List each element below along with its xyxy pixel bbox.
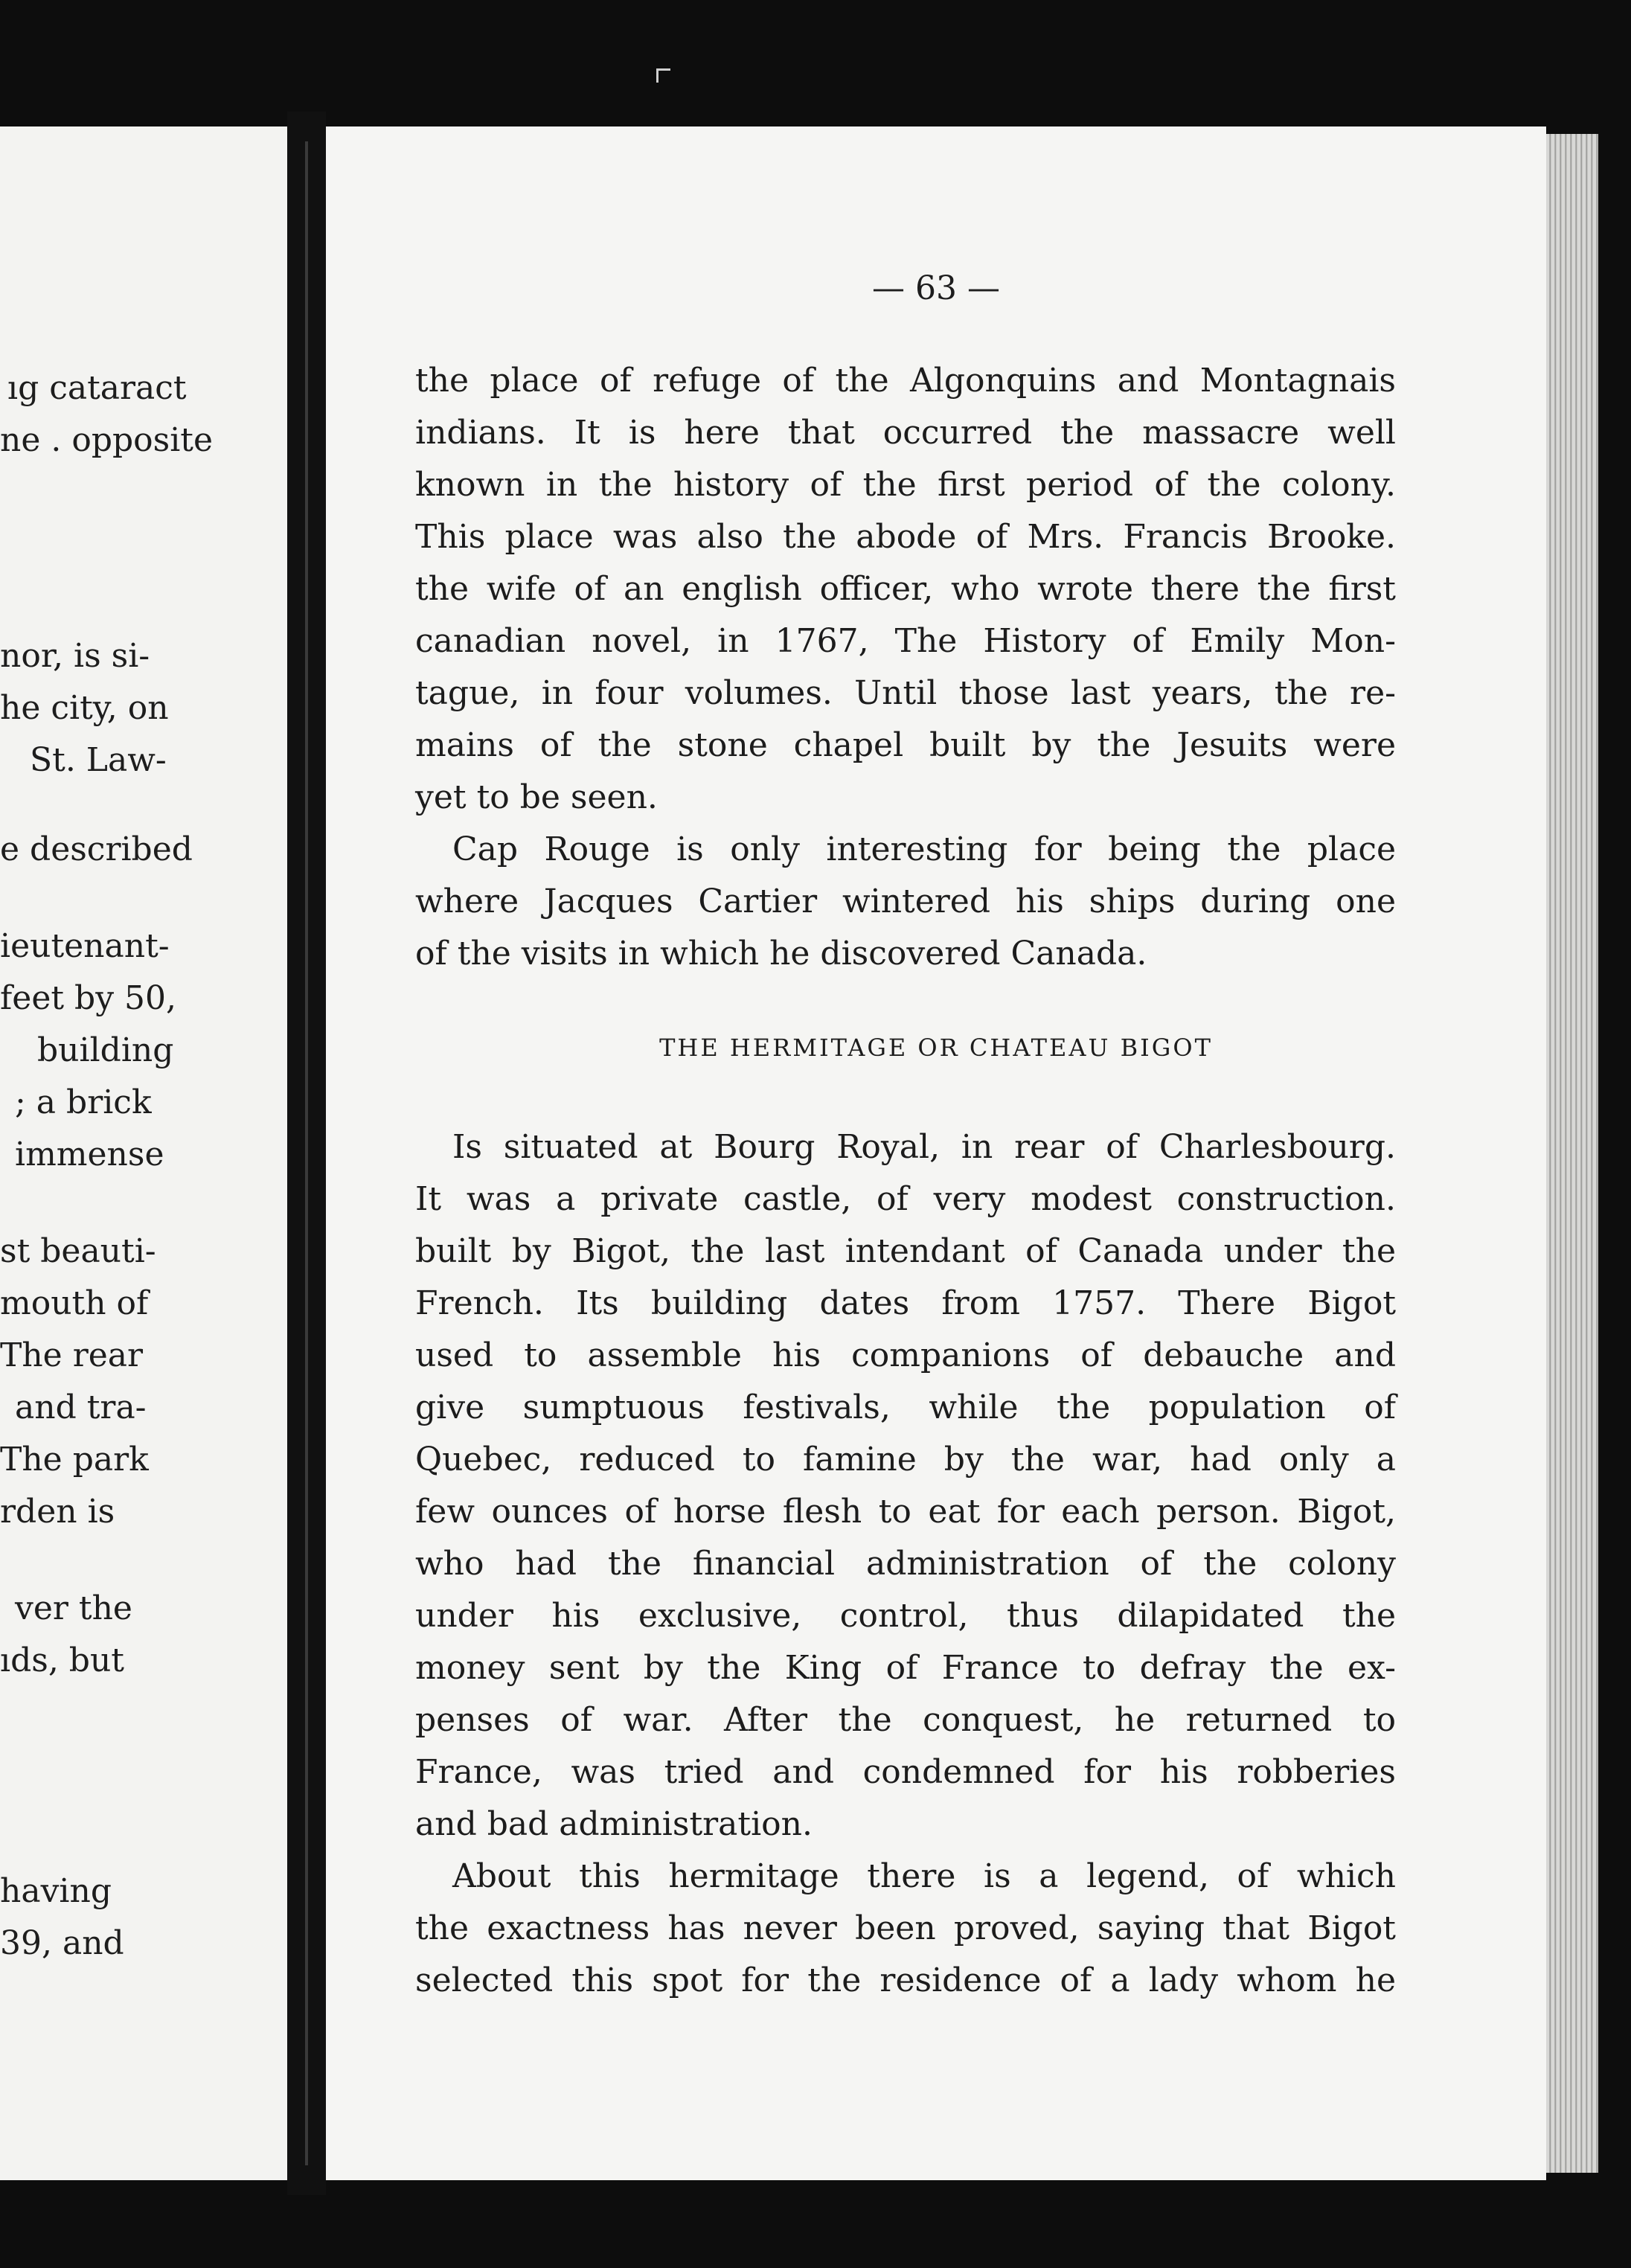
left-page-fragment: having: [0, 1872, 112, 1910]
left-page-fragment: The rear: [0, 1336, 144, 1374]
text-line: money sent by the King of France to defray the ex-: [415, 1649, 1396, 1687]
text-line: tague, in four volumes. Until those last years, the re-: [415, 674, 1396, 712]
left-page-fragment: ieutenant-: [0, 927, 170, 965]
text-line: yet to be seen.: [415, 778, 658, 816]
left-page-fragment: and tra-: [15, 1388, 147, 1426]
text-line: French. Its building dates from 1757. There Bigot: [415, 1284, 1396, 1322]
left-page-fragment: he city, on: [0, 689, 169, 727]
text-line: Cap Rouge is only interesting for being the place: [452, 830, 1396, 868]
text-line: About this hermitage there is a legend, of which: [452, 1857, 1396, 1895]
text-line: selected this spot for the residence of a lady whom he: [415, 1961, 1396, 1999]
text-line: used to assemble his companions of debauche and: [415, 1336, 1396, 1374]
text-line: indians. It is here that occurred the massacre well: [415, 414, 1396, 452]
text-line: It was a private castle, of very modest construction.: [415, 1180, 1396, 1218]
text-line: under his exclusive, control, thus dilapidated the: [415, 1597, 1396, 1635]
left-page-fragment: St. Law-: [30, 741, 167, 779]
text-line: the exactness has never been proved, saying that Bigot: [415, 1909, 1396, 1947]
left-page-fragment: e described: [0, 830, 193, 868]
left-page-fragment: st beauti-: [0, 1232, 156, 1270]
text-line: known in the history of the first period of the colony.: [415, 466, 1396, 504]
left-page-fragment: 39, and: [0, 1924, 124, 1962]
left-page-fragment: ıg cataract: [7, 369, 187, 407]
text-line: canadian novel, in 1767, The History of Emily Mon-: [415, 622, 1396, 660]
left-page-fragment: The park: [0, 1441, 149, 1479]
text-line: the wife of an english officer, who wrote there the first: [415, 570, 1396, 608]
text-line: the place of refuge of the Algonquins and Montagnais: [415, 362, 1396, 400]
left-page-fragment: rden is: [0, 1493, 115, 1531]
left-page-fragment: nor, is si-: [0, 637, 150, 675]
right-page: [326, 126, 1546, 2180]
left-page-fragment: mouth of: [0, 1284, 149, 1322]
left-page-fragment: ıds, but: [0, 1641, 124, 1679]
text-line: of the visits in which he discovered Canada.: [415, 935, 1147, 973]
text-line: few ounces of horse flesh to eat for each person. Bigot,: [415, 1493, 1396, 1531]
scan-corner-mark: [656, 68, 670, 83]
left-page-fragment: immense: [15, 1135, 164, 1173]
gutter-shadow: [305, 141, 308, 2165]
left-page-fragment: feet by 50,: [0, 979, 177, 1017]
page-edges: [1546, 134, 1598, 2173]
section-heading: THE HERMITAGE OR CHATEAU BIGOT: [659, 1034, 1213, 1062]
left-page: [0, 126, 287, 2180]
left-page-fragment: ver the: [15, 1589, 132, 1627]
text-line: give sumptuous festivals, while the population of: [415, 1388, 1396, 1426]
left-page-fragment: building: [37, 1031, 174, 1069]
text-line: and bad administration.: [415, 1805, 813, 1843]
text-line: built by Bigot, the last intendant of Canada under the: [415, 1232, 1396, 1270]
text-line: mains of the stone chapel built by the Jesuits were: [415, 726, 1396, 764]
text-line: This place was also the abode of Mrs. Francis Brooke.: [415, 518, 1396, 556]
text-line: penses of war. After the conquest, he returned to: [415, 1701, 1396, 1739]
text-line: France, was tried and condemned for his robberies: [415, 1753, 1396, 1791]
page-number: — 63 —: [872, 269, 1000, 307]
text-line: who had the financial administration of the colony: [415, 1545, 1396, 1583]
left-page-fragment: ; a brick: [15, 1083, 152, 1121]
text-line: Quebec, reduced to famine by the war, had only a: [415, 1441, 1396, 1479]
text-line: where Jacques Cartier wintered his ships during one: [415, 882, 1396, 920]
left-page-fragment: ne . opposite: [0, 421, 214, 459]
text-line: Is situated at Bourg Royal, in rear of Charlesbourg.: [452, 1128, 1396, 1166]
